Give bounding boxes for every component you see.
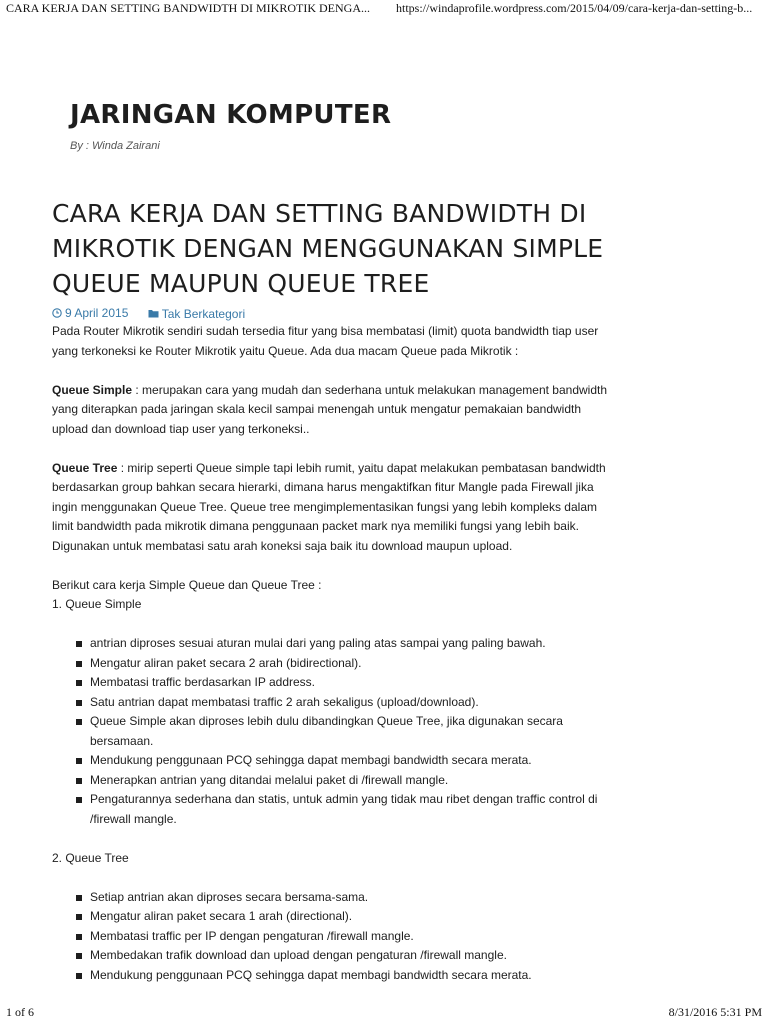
print-header-url: https://windaprofile.wordpress.com/2015/04/09/cara-kerja-dan-setting-b... bbox=[396, 1, 753, 15]
berikut-line: Berikut cara kerja Simple Queue dan Queue Tree : bbox=[52, 577, 322, 592]
list-item: Mengatur aliran paket secara 2 arah (bidirectional). bbox=[76, 654, 620, 674]
list-item: Mendukung penggunaan PCQ sehingga dapat membagi bandwidth secara merata. bbox=[76, 751, 620, 771]
folder-icon bbox=[148, 309, 159, 318]
post-category-link[interactable] bbox=[148, 307, 245, 321]
list-item: Queue Simple akan diproses lebih dulu dibandingkan Queue Tree, jika digunakan secara bersamaan. bbox=[76, 712, 620, 751]
post-category: Tak Berkategori bbox=[161, 306, 246, 321]
queue-tree-term: Queue Tree bbox=[52, 460, 118, 475]
section2-list bbox=[52, 888, 620, 986]
site-description: By : Winda Zairani bbox=[70, 140, 160, 152]
section1-heading: 1. Queue Simple bbox=[52, 597, 142, 611]
queue-tree-description: : mirip seperti Queue simple tapi lebih rumit, yaitu dapat melakukan pembatasan bandwidth berdasarkan group bahkan secara hierarki, dimana harus mengaktifkan fitur Mangle pada Firewall jika ingin menggunakan Queue Tree. Queue tree mengimplementasikan fungsi yang lebih kompleks dalam limit bandwidth pada mikrotik dimana penggunaan packet mark nya memiliki fungsi yang lebih baik. Digunakan untuk membatasi satu arah koneksi saja baik itu download maupun upload. bbox=[52, 460, 606, 553]
list-item: Setiap antrian akan diproses secara bersama-sama. bbox=[76, 888, 620, 908]
queue-tree-paragraph bbox=[52, 459, 620, 557]
entry-meta bbox=[52, 306, 261, 321]
list-item: Mendukung penggunaan PCQ sehingga dapat membagi bandwidth secara merata. bbox=[76, 966, 620, 986]
print-footer bbox=[0, 1005, 768, 1023]
section2-heading: 2. Queue Tree bbox=[52, 850, 129, 865]
list-item: antrian diproses sesuai aturan mulai dari yang paling atas sampai yang paling bawah. bbox=[76, 634, 620, 654]
list-item: Pengaturannya sederhana dan statis, untuk admin yang tidak mau ribet dengan traffic control di /firewall mangle. bbox=[76, 790, 620, 829]
print-header bbox=[0, 0, 768, 18]
post-date: 9 April 2015 bbox=[65, 306, 129, 320]
print-header-title: CARA KERJA DAN SETTING BANDWIDTH DI MIKROTIK DENGA... bbox=[6, 1, 370, 15]
queue-simple-description: : merupakan cara yang mudah dan sederhana untuk melakukan management bandwidth yang diterapkan pada jaringan skala kecil sampai menengah untuk mengatur pemakaian bandwidth upload dan download tiap user yang terkoneksi.. bbox=[52, 382, 608, 436]
list-item: Satu antrian dapat membatasi traffic 2 arah sekaligus (upload/download). bbox=[76, 693, 620, 713]
queue-simple-paragraph bbox=[52, 381, 620, 440]
post-date-link[interactable] bbox=[52, 306, 128, 320]
print-datetime: 8/31/2016 5:31 PM bbox=[668, 1005, 762, 1019]
list-item: Membatasi traffic berdasarkan IP address. bbox=[76, 673, 620, 693]
site-title[interactable]: JARINGAN KOMPUTER bbox=[70, 100, 392, 130]
list-item: Menerapkan antrian yang ditandai melalui paket di /firewall mangle. bbox=[76, 771, 620, 791]
post-title: CARA KERJA DAN SETTING BANDWIDTH DI MIKROTIK DENGAN MENGGUNAKAN SIMPLE QUEUE MAUPUN QUEUE TREE bbox=[52, 199, 604, 298]
list-item: Mengatur aliran paket secara 1 arah (directional). bbox=[76, 907, 620, 927]
section1-list bbox=[52, 634, 620, 829]
post-content bbox=[52, 322, 620, 985]
clock-icon bbox=[52, 308, 62, 318]
page-count: 1 of 6 bbox=[6, 1005, 34, 1019]
list-item: Membedakan trafik download dan upload dengan pengaturan /firewall mangle. bbox=[76, 946, 620, 966]
list-item: Membatasi traffic per IP dengan pengaturan /firewall mangle. bbox=[76, 927, 620, 947]
intro-paragraph: Pada Router Mikrotik sendiri sudah tersedia fitur yang bisa membatasi (limit) quota bandwidth tiap user yang terkoneksi ke Router Mikrotik yaitu Queue. Ada dua macam Queue pada Mikrotik : bbox=[52, 324, 599, 358]
queue-simple-term: Queue Simple bbox=[52, 382, 133, 397]
